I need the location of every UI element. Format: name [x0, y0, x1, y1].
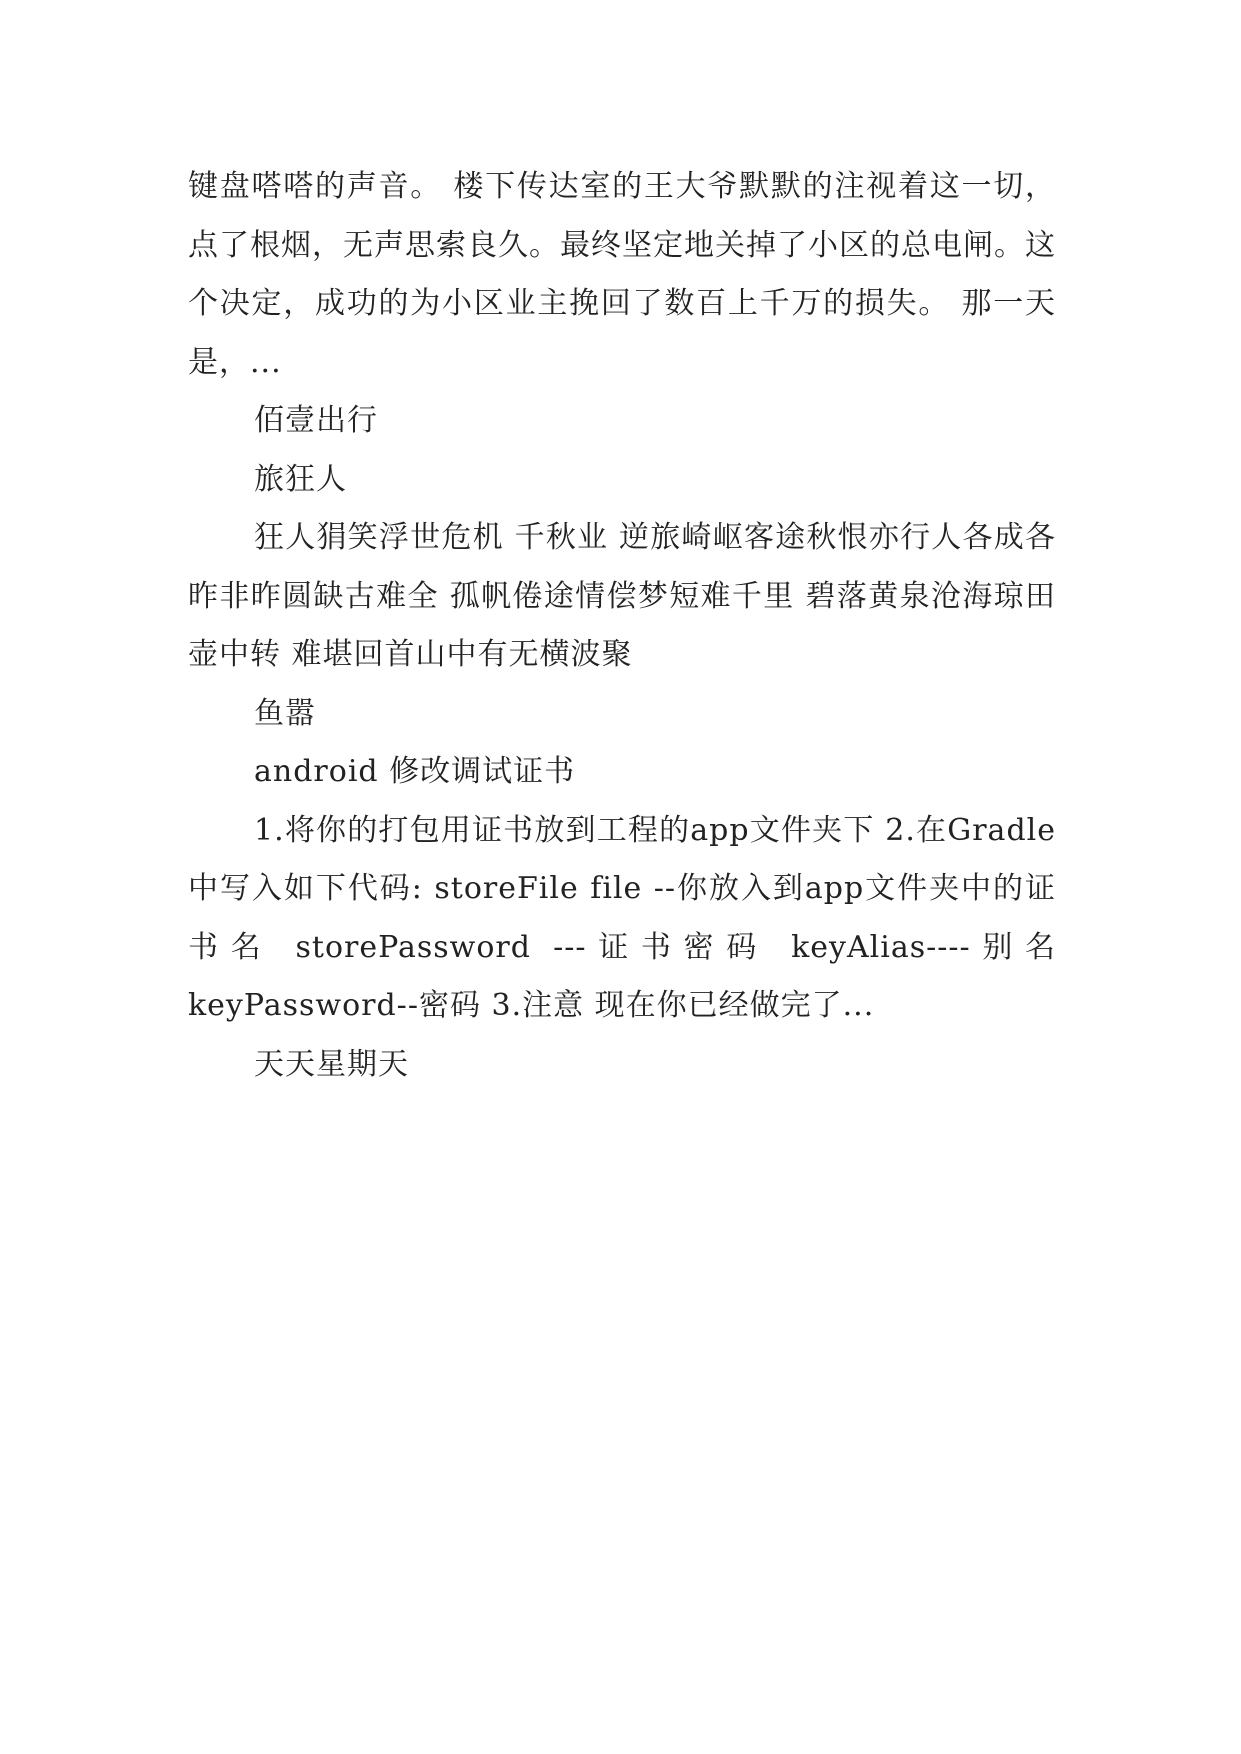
paragraph-author-name: 鱼嚣	[254, 695, 316, 731]
paragraph-article-title: 旅狂人	[254, 461, 347, 497]
paragraph-article-title: android 修改调试证书	[254, 754, 576, 789]
paragraph-poem-excerpt: 狂人狷笑浮世危机 千秋业 逆旅崎岖客途秋恨亦行人各成各昨非昨圆缺古难全 孤帆倦途情偿梦短难千里 碧落黄泉沧海琼田壶中转 难堪回首山中有无横波聚	[188, 520, 1056, 672]
paragraph-article-excerpt: 键盘嗒嗒的声音。 楼下传达室的王大爷默默的注视着这一切，点了根烟，无声思索良久。最终坚定地关掉了小区的总电闸。这个决定，成功的为小区业主挽回了数百上千万的损失。 那一天是，...	[188, 169, 1056, 380]
paragraph-author-name: 天天星期天	[254, 1046, 409, 1082]
paragraph-author-name: 佰壹出行	[254, 403, 378, 438]
paragraph-android-excerpt: 1.将你的打包用证书放到工程的app文件夹下 2.在Gradle中写入如下代码: storeFile file --你放入到app文件夹中的证书名 storePassword ---证书密码 keyAlias----别名keyPassword--密码 3.注意 现在你已经做完了...	[188, 812, 1056, 1023]
document-body	[188, 158, 1056, 1094]
